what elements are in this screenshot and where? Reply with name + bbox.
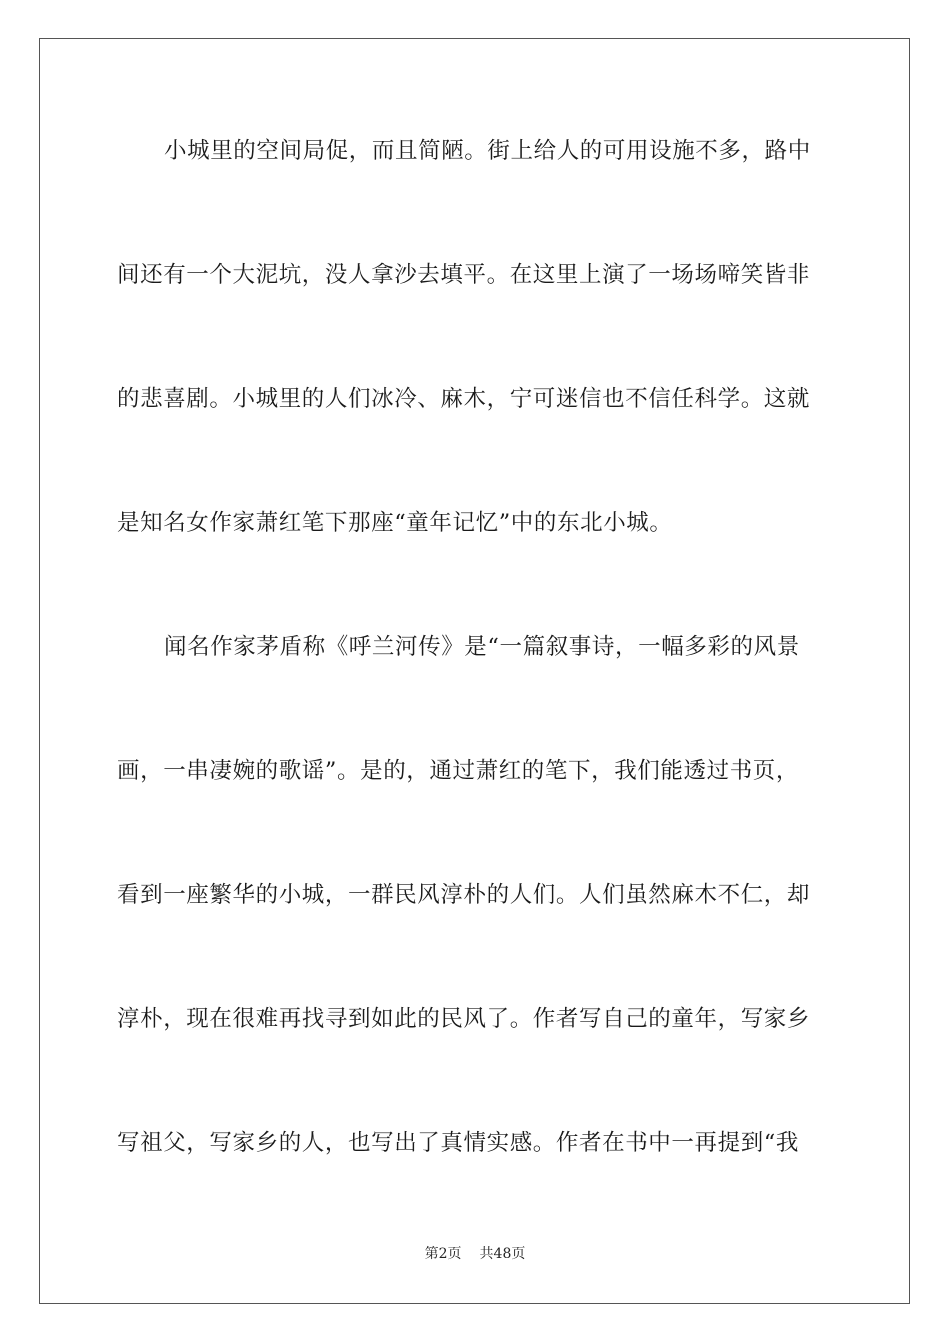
paragraph-1-line-1: 小城里的空间局促，而且简陋。街上给人的可用设施不多，路中	[164, 138, 811, 164]
page-footer	[0, 1244, 950, 1264]
paragraph-2-line-4: 淳朴，现在很难再找寻到如此的民风了。作者写自己的童年，写家乡	[117, 1006, 811, 1032]
page-border	[39, 38, 910, 1304]
paragraph-1-line-2: 间还有一个大泥坑，没人拿沙去填平。在这里上演了一场场啼笑皆非	[117, 262, 811, 288]
paragraph-2-line-2: 画，一串凄婉的歌谣”。是的，通过萧红的笔下，我们能透过书页，	[117, 758, 800, 784]
page-number: 第2页	[424, 1246, 462, 1262]
paragraph-2-line-3: 看到一座繁华的小城，一群民风淳朴的人们。人们虽然麻木不仁，却	[117, 882, 811, 908]
paragraph-2-line-1: 闻名作家茅盾称《呼兰河传》是“一篇叙事诗，一幅多彩的风景	[164, 634, 800, 660]
paragraph-2-line-5: 写祖父，写家乡的人，也写出了真情实感。作者在书中一再提到“我	[117, 1130, 800, 1156]
paragraph-1-line-4: 是知名女作家萧红笔下那座“童年记忆”中的东北小城。	[117, 510, 673, 536]
page-total: 共48页	[479, 1246, 526, 1262]
paragraph-1-line-3: 的悲喜剧。小城里的人们冰冷、麻木，宁可迷信也不信任科学。这就	[117, 386, 811, 412]
